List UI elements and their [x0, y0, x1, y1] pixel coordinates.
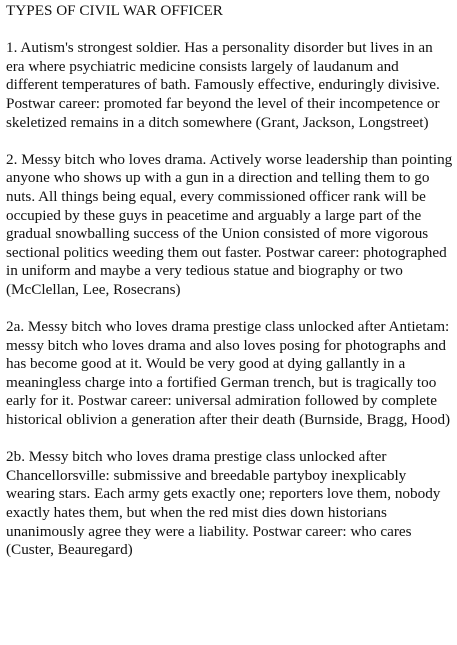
- paragraph-type-2: 2. Messy bitch who loves drama. Actively worse leadership than pointing anyone who shows up with a gun in a direction and telling them to go nuts. All things being equal, every commissioned officer rank will be occupied by these guys in peacetime and arguably a large part of the gradual snowballing success of the Union consisted of more vigorous sectional politics weeding them out faster. Postwar career: photographed in uniform and maybe a very tedious statue and biography or two (McClellan, Lee, Rosecrans): [6, 150, 453, 298]
- document-title: TYPES OF CIVIL WAR OFFICER: [6, 2, 223, 19]
- paragraph-spacer: [6, 300, 453, 319]
- paragraph-spacer: [6, 132, 453, 151]
- paragraph-type-2b: 2b. Messy bitch who loves drama prestige class unlocked after Chancellorsville: submissive and breedable partyboy inexplicably wearing stars. Each army gets exactly one; reporters love them, nobody exactly hates them, but when the red mist dies down historians unanimously agree they were a liability. Postwar career: who cares (Custer, Beauregard): [6, 448, 441, 559]
- paragraph-type-2a: 2a. Messy bitch who loves drama prestige class unlocked after Antietam: messy bitch who loves drama and also loves posing for photographs and has become good at it. Would be very good at dying gallantly in a meaningless charge into a fortified German trench, but is tragically too early for it. Postwar career: universal admiration followed by complete historical oblivion a generation after their death (Burnside, Bragg, Hood): [6, 318, 451, 429]
- document: [6, 2, 453, 560]
- paragraph-spacer: [6, 21, 453, 40]
- paragraph-spacer: [6, 430, 453, 449]
- paragraph-type-1: 1. Autism's strongest soldier. Has a personality disorder but lives in an era where psychiatric medicine consists largely of laudanum and different temperatures of bath. Famously effective, enduringly divisive. Postwar career: promoted far beyond the level of their incompetence or skeletized remains in a ditch somewhere (Grant, Jackson, Longstreet): [6, 39, 440, 131]
